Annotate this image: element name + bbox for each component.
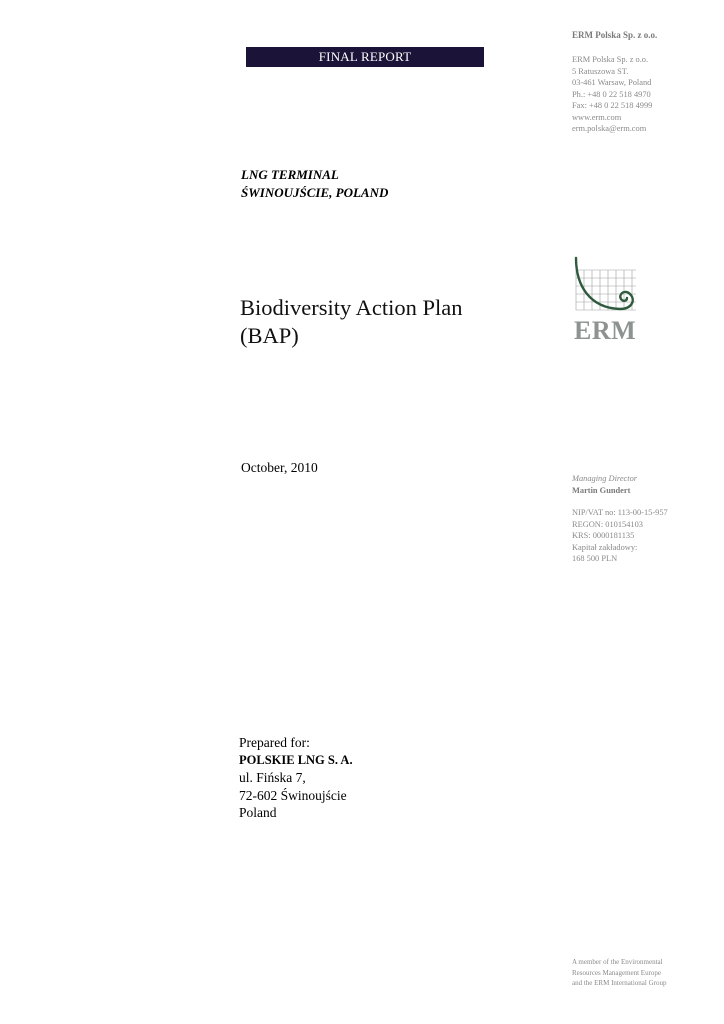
client-name: POLSKIE LNG S. A. — [239, 752, 353, 767]
document-date: October, 2010 — [241, 460, 318, 475]
final-report-banner — [246, 47, 484, 67]
project-line-1: LNG TERMINAL — [241, 167, 339, 182]
document-title-line-1: Biodiversity Action Plan — [240, 295, 463, 320]
document-title-line-2: (BAP) — [240, 323, 299, 348]
footer-line-1: A member of the Environmental — [572, 958, 663, 966]
registration-capital-label: Kapitał zakładowy: — [572, 542, 638, 552]
footer-line-2: Resources Management Europe — [572, 968, 662, 977]
prepared-for-block — [239, 734, 353, 822]
company-phone-line: Ph.: +48 0 22 518 4970 — [572, 89, 651, 99]
membership-footer — [572, 957, 666, 989]
registration-krs: KRS: 0000181135 — [572, 531, 635, 540]
client-country: Poland — [239, 805, 277, 820]
banner-label: FINAL REPORT — [318, 49, 412, 64]
company-email-link[interactable]: erm.polska@erm.com — [572, 124, 647, 133]
company-address-block — [572, 54, 652, 135]
registration-capital-value: 168 500 PLN — [572, 554, 618, 563]
company-name-line: ERM Polska Sp. z o.o. — [572, 55, 649, 64]
erm-logo-text: ERM — [574, 316, 637, 345]
project-line-2: ŚWINOUJŚCIE, POLAND — [241, 185, 389, 200]
footer-line-3: and the ERM International Group — [572, 979, 667, 987]
company-city-line: 03-461 Warsaw, Poland — [572, 78, 652, 87]
company-fax-line: Fax: +48 0 22 518 4999 — [572, 101, 653, 110]
registration-regon: REGON: 010154103 — [572, 519, 643, 529]
prepared-for-label: Prepared for: — [239, 735, 310, 750]
company-website-link[interactable]: www.erm.com — [572, 112, 622, 122]
registration-block — [572, 507, 668, 565]
director-block — [572, 473, 637, 496]
company-heading: ERM Polska Sp. z o.o. — [572, 30, 658, 40]
company-street-line: 5 Ratuszowa ST. — [572, 66, 629, 76]
document-title — [240, 294, 463, 350]
director-name: Martin Gundert — [572, 485, 631, 495]
project-title — [241, 166, 388, 202]
client-address-line-2: 72-602 Świnoujście — [239, 787, 347, 803]
director-title: Managing Director — [572, 474, 638, 483]
client-address-line-1: ul. Fińska 7, — [239, 770, 306, 785]
registration-vat: NIP/VAT no: 113-00-15-957 — [572, 508, 668, 517]
